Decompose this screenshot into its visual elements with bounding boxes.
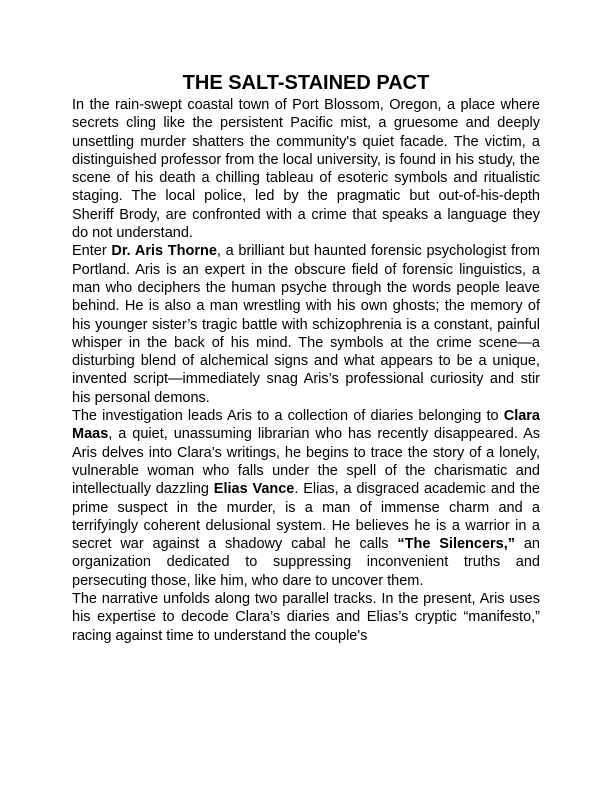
character-name-clara-maas: Clara Maas [72, 408, 540, 443]
paragraph-text: In the rain-swept coastal town of Port Blossom, Oregon, a place where secrets cling like the persistent Pacific mist, a gruesome and deeply unsettling murder shatters the community's quiet facade. The victim, a distinguished professor from the local university, is found in his study, the scene of his death a chilling tableau of esoteric symbols and ritualistic staging. The local police, led by the pragmatic but out-of-his-depth Sheriff Brody, are confronted with a crime that speaks a language they do not understand. [72, 97, 540, 242]
paragraph-4 [72, 590, 540, 645]
paragraph-text: Enter [72, 243, 112, 260]
paragraph-3 [72, 407, 540, 590]
paragraph-1 [72, 96, 540, 242]
paragraph-text: , a brilliant but haunted forensic psychologist from Portland. Aris is an expert in the obscure field of forensic linguistics, a man who deciphers the human psyche through the words people leave behind. He is also a man wrestling with his own ghosts; the memory of his younger sister’s tragic battle with schizophrenia is a constant, painful whisper in the back of his mind. The symbols at the crime scene—a disturbing blend of alchemical signs and what appears to be a unique, invented script—immediately snag Aris’s professional curiosity and stir his personal demons. [72, 243, 540, 406]
paragraph-text: The investigation leads Aris to a collection of diaries belonging to [72, 408, 504, 425]
paragraph-2 [72, 242, 540, 407]
paragraph-text: an organization dedicated to suppressing inconvenient truths and persecuting those, like him, who dare to uncover them. [72, 536, 540, 589]
character-name-aris-thorne: Dr. Aris Thorne [111, 243, 217, 260]
paragraph-text: , a quiet, unassuming librarian who has recently disappeared. As Aris delves into Clara’s writings, he begins to trace the story of a lonely, vulnerable woman who falls under the spell of the charismatic and intellectually dazzling [72, 426, 540, 498]
document-title: THE SALT-STAINED PACT [182, 72, 430, 94]
character-name-elias-vance: Elias Vance [213, 481, 295, 498]
paragraph-text: The narrative unfolds along two parallel tracks. In the present, Aris uses his expertise to decode Clara’s diaries and Elias’s cryptic “manifesto,” racing against time to understand the couple's [72, 591, 540, 644]
organization-name-silencers: “The Silencers,” [397, 536, 516, 553]
paragraph-text: . Elias, a disgraced academic and the prime suspect in the murder, is a man of immense charm and a terrifyingly coherent delusional system. He believes he is a warrior in a secret war against a shadowy cabal he calls [72, 481, 540, 553]
document-page [72, 70, 540, 645]
